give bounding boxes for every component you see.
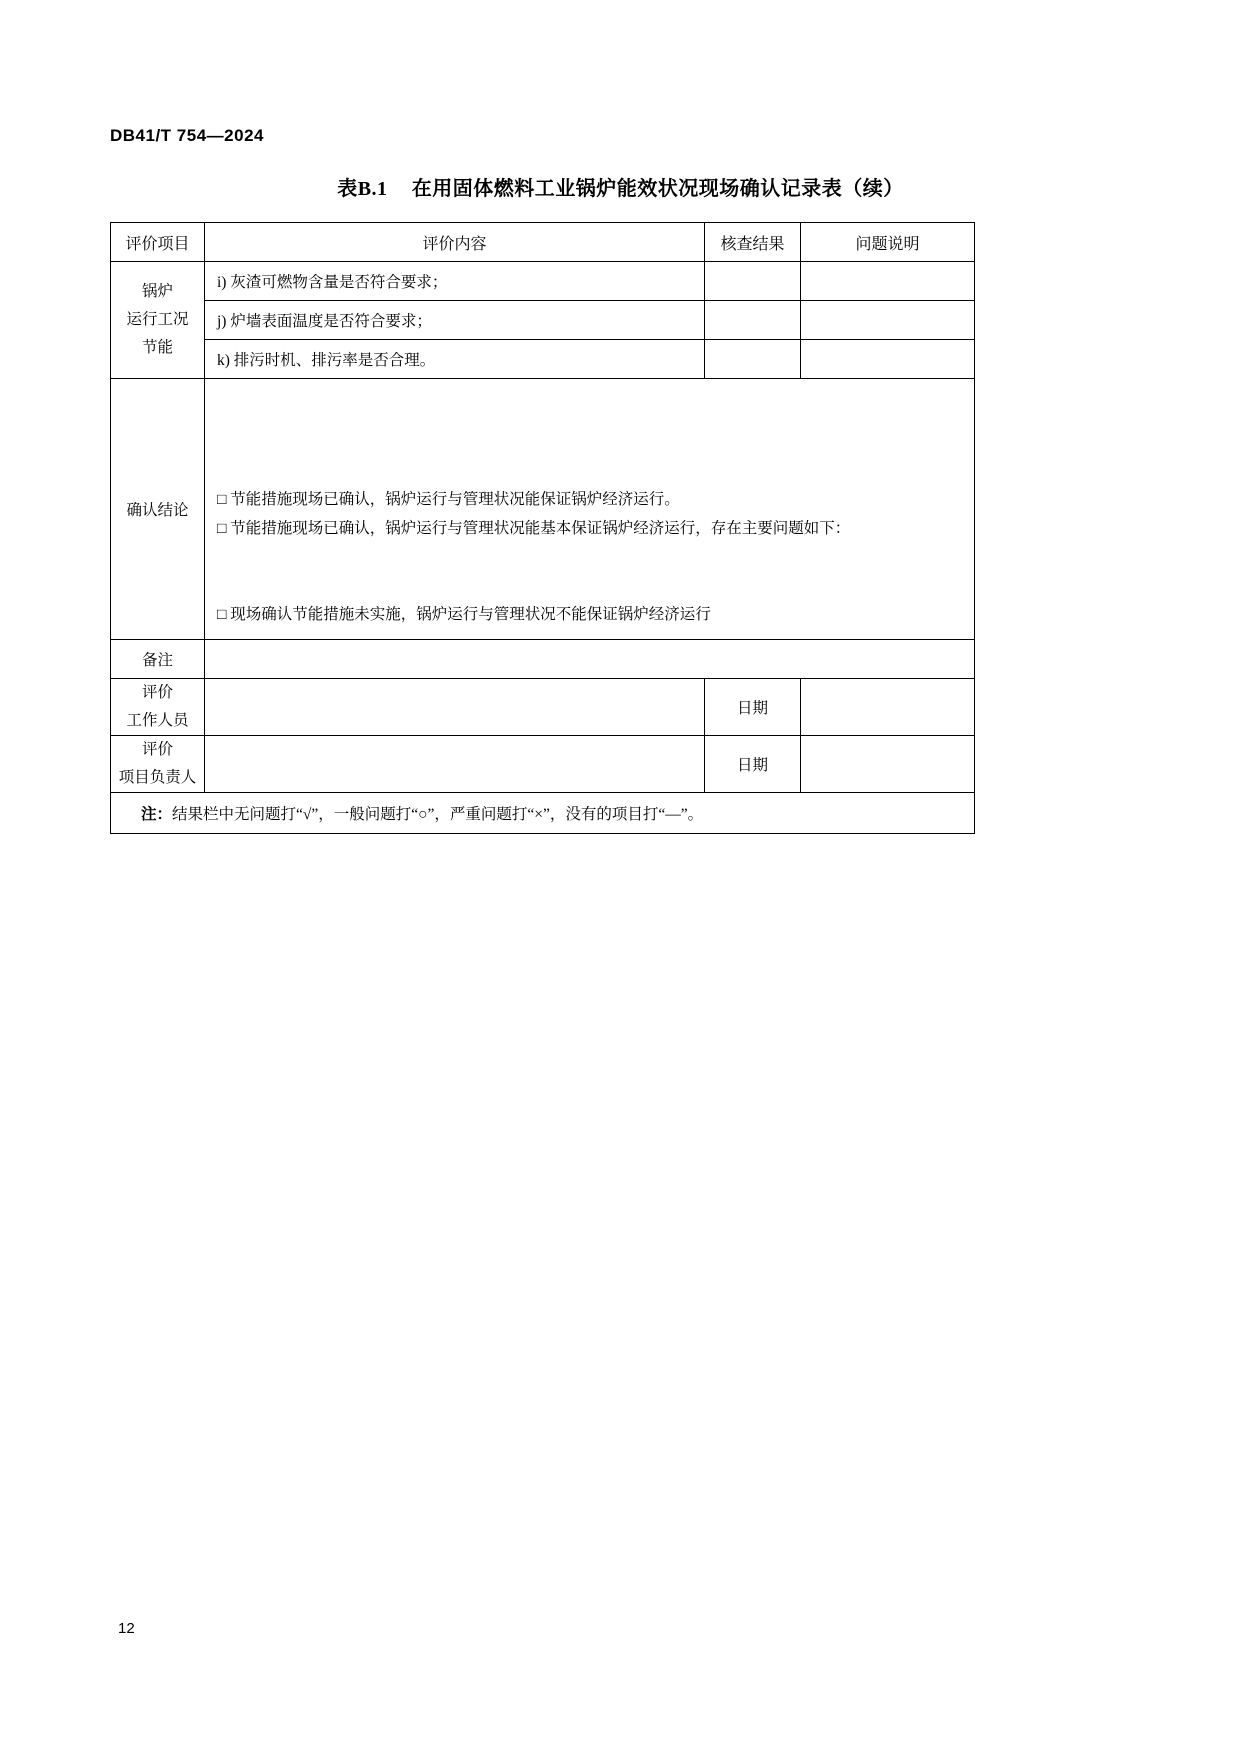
check-result-k[interactable] (705, 340, 801, 379)
manager-signature-field[interactable] (205, 735, 705, 792)
footnote-text: 结果栏中无问题打“√”，一般问题打“○”，严重问题打“×”，没有的项目打“—”。 (172, 805, 704, 823)
staff-date-field[interactable] (801, 679, 975, 736)
group-label-boiler-operation (111, 262, 205, 379)
staff-date-label: 日期 (705, 679, 801, 736)
remark-row (111, 640, 975, 679)
staff-row (111, 679, 975, 736)
header-result: 核查结果 (705, 223, 801, 262)
problem-note-i[interactable] (801, 262, 975, 301)
staff-signature-field[interactable] (205, 679, 705, 736)
document-header-code: DB41/T 754—2024 (110, 126, 264, 145)
header-problem: 问题说明 (801, 223, 975, 262)
remark-label: 备注 (111, 640, 205, 679)
group-label-line-3: 节能 (141, 338, 173, 356)
problem-note-j[interactable] (801, 301, 975, 340)
page-number: 12 (118, 1620, 135, 1637)
check-result-i[interactable] (705, 262, 801, 301)
staff-label-line-2: 工作人员 (126, 711, 189, 729)
conclusion-row (111, 379, 975, 640)
conclusion-option-3[interactable]: □ 现场确认节能措施未实施，锅炉运行与管理状况不能保证锅炉经济运行 (217, 605, 711, 623)
problem-note-k[interactable] (801, 340, 975, 379)
check-result-j[interactable] (705, 301, 801, 340)
table-title-text: 在用固体燃料工业锅炉能效状况现场确认记录表（续） (411, 178, 904, 200)
footnote-row (111, 792, 975, 833)
manager-row (111, 735, 975, 792)
manager-label-line-1: 评价 (141, 740, 173, 758)
evaluation-content-j: j) 炉墙表面温度是否符合要求； (205, 301, 705, 340)
header-item: 评价项目 (111, 223, 205, 262)
group-label-line-1: 锅炉 (141, 283, 173, 301)
remark-value[interactable] (205, 640, 975, 679)
manager-date-field[interactable] (801, 735, 975, 792)
footnote-cell (111, 792, 975, 833)
manager-date-label: 日期 (705, 735, 801, 792)
conclusion-options[interactable] (205, 379, 975, 640)
conclusion-option-1[interactable]: □ 节能措施现场已确认，锅炉运行与管理状况能保证锅炉经济运行。 (217, 490, 680, 508)
staff-label-line-1: 评价 (141, 684, 173, 701)
header-content: 评价内容 (205, 223, 705, 262)
table-title-prefix: 表B.1 (337, 178, 388, 200)
footnote-label: 注： (141, 805, 173, 823)
evaluation-content-i: i) 灰渣可燃物含量是否符合要求； (205, 262, 705, 301)
manager-label (111, 735, 205, 792)
record-table (110, 222, 975, 834)
conclusion-option-2[interactable]: □ 节能措施现场已确认，锅炉运行与管理状况能基本保证锅炉经济运行，存在主要问题如下： (217, 520, 851, 537)
conclusion-label: 确认结论 (111, 379, 205, 640)
evaluation-content-k: k) 排污时机、排污率是否合理。 (205, 340, 705, 379)
group-label-line-2: 运行工况 (126, 311, 189, 329)
staff-label (111, 679, 205, 736)
table-row (111, 301, 975, 340)
table-row (111, 262, 975, 301)
table-row (111, 340, 975, 379)
table-header-row (111, 223, 975, 262)
manager-label-line-2: 项目负责人 (118, 768, 197, 786)
table-title (0, 172, 1241, 201)
